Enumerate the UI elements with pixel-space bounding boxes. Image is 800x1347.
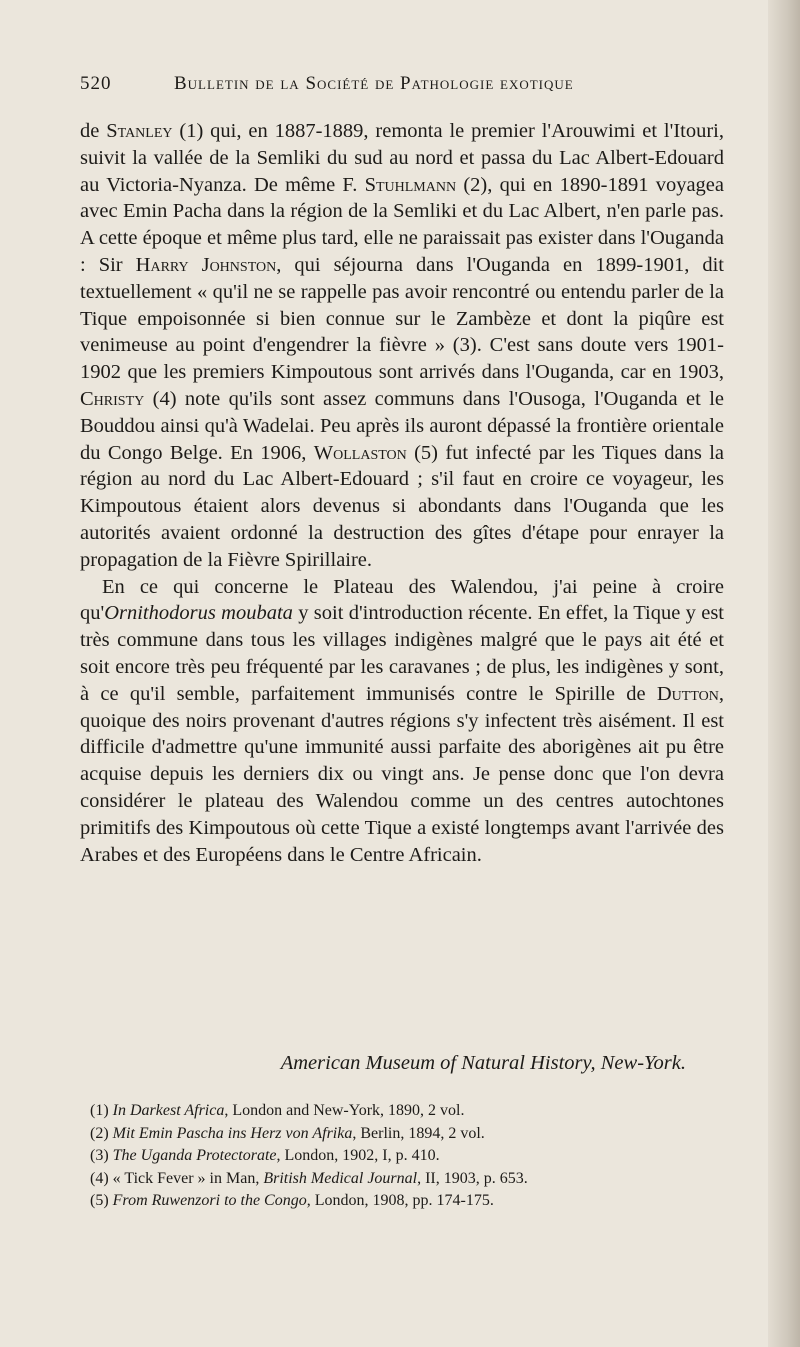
author-name: Stuhlmann: [364, 173, 457, 196]
footnote-title: Mit Emin Pascha ins Herz von Afrika: [112, 1124, 353, 1142]
species-name: Ornithodorus moubata: [104, 602, 293, 625]
footnote-text: , II, 1903, p. 653.: [417, 1169, 528, 1187]
footnote: [90, 1168, 730, 1191]
footnote-number: (3): [90, 1147, 113, 1164]
paragraph-1: [80, 118, 724, 574]
text-run: de: [80, 120, 107, 142]
text-run: En ce qui concerne le Plateau des Walendou, j'ai peine à croire qu': [80, 575, 724, 625]
text-run: (1) qui, en 1887-1889, remonta le premier l'Arouwimi et l'Itouri, suivit la vallée de la Semliki du sud au nord et passa du Lac Albert-Edouard au Victoria-Nyanza. De même F.: [80, 120, 724, 196]
page-number: 520: [80, 73, 112, 94]
signature-affiliation: American Museum of Natural History, New-York.: [280, 1052, 686, 1074]
footnotes: [90, 1100, 730, 1213]
footnote-title: In Darkest Africa: [112, 1102, 225, 1119]
footnote-number: (4): [90, 1169, 113, 1187]
text-run: (2), qui en 1890-1891 voyagea avec Emin Pacha dans la région de la Semliki et du Lac Albert, n'en parle pas. A cette époque et même plus tard, elle ne paraissait pas exister dans l'Ouganda : Sir: [80, 173, 724, 276]
footnote: [90, 1123, 730, 1146]
footnote-text: « Tick Fever » in Man,: [112, 1169, 264, 1187]
footnote-text: , London, 1908, pp. 174-175.: [306, 1192, 494, 1209]
footnote-number: (5): [90, 1192, 113, 1209]
text-run: (4) note qu'ils sont assez communs dans l'Ousoga, l'Ouganda et le Bouddou ainsi qu'à Wadelai. Peu après ils auront dépassé la frontière orientale du Congo Belge. En 1906,: [80, 387, 724, 464]
footnote: [90, 1190, 730, 1213]
text-run: , qui séjourna dans l'Ouganda en 1899-1901, dit textuellement « qu'il ne se rappelle pas avoir rencontré ou entendu parler de la Tique empoisonnée si bien connue sur le Zambèze et dont la piqûre est venimeuse au point d'engendrer la fièvre » (3). C'est sans doute vers 1901-1902 que les premiers Kimpoutous sont arrivés dans l'Ouganda, car en 1903,: [80, 253, 724, 384]
author-name: Harry Johnston: [135, 253, 277, 276]
page-edge-shadow: [768, 0, 800, 1347]
footnote-text: , Berlin, 1894, 2 vol.: [352, 1124, 485, 1142]
footnote-title: British Medical Journal: [263, 1169, 418, 1187]
footnote: [90, 1100, 730, 1123]
footnote: [90, 1145, 730, 1168]
page-header: [80, 73, 720, 103]
author-name: Wollaston: [313, 441, 407, 464]
footnote-title: The Uganda Protectorate: [112, 1147, 277, 1164]
text-run: (5) fut infecté par les Tiques dans la région au nord du Lac Albert-Edouard ; s'il faut en croire ce voyageur, les Kimpoutous étaient alors devenus si abondants dans l'Ouganda que les autorités avaient ordonné la destruction des gîtes d'étape pour enrayer la propagation de la Fièvre Spirillaire.: [80, 441, 725, 571]
paragraph-2: [80, 574, 724, 869]
author-name: Dutton: [656, 682, 719, 705]
footnote-text: , London and New-York, 1890, 2 vol.: [224, 1102, 465, 1119]
footnote-number: (2): [90, 1124, 113, 1142]
footnote-number: (1): [90, 1102, 113, 1119]
author-name: Christy: [80, 387, 145, 410]
footnote-text: , London, 1902, I, p. 410.: [276, 1147, 440, 1164]
text-run: , quoique des noirs provenant d'autres régions s'y infectent très aisément. Il est difficile d'admettre qu'une immunité aussi parfaite des aborigènes ait pu être acquise depuis les derniers dix ou vingt ans. Je pense donc que l'on devra considérer le plateau des Walendou comme un des centres autochtones primitifs des Kimpoutous où cette Tique a existé longtemps avant l'arrivée des Arabes et des Européens dans le Centre Africain.: [80, 682, 724, 866]
text-run: y soit d'introduction récente. En effet, la Tique y est très commune dans tous les villages indigènes malgré que le pays ait été et soit encore très peu fréquenté par les caravanes ; de plus, les indigènes y sont, à ce qu'il semble, parfaitement immunisés contre le Spirille de: [80, 602, 724, 705]
body-text: [80, 118, 724, 868]
footnote-title: From Ruwenzori to the Congo: [112, 1192, 307, 1209]
author-name: Stanley: [106, 120, 173, 142]
running-title: Bulletin de la Société de Pathologie exotique: [174, 73, 574, 94]
